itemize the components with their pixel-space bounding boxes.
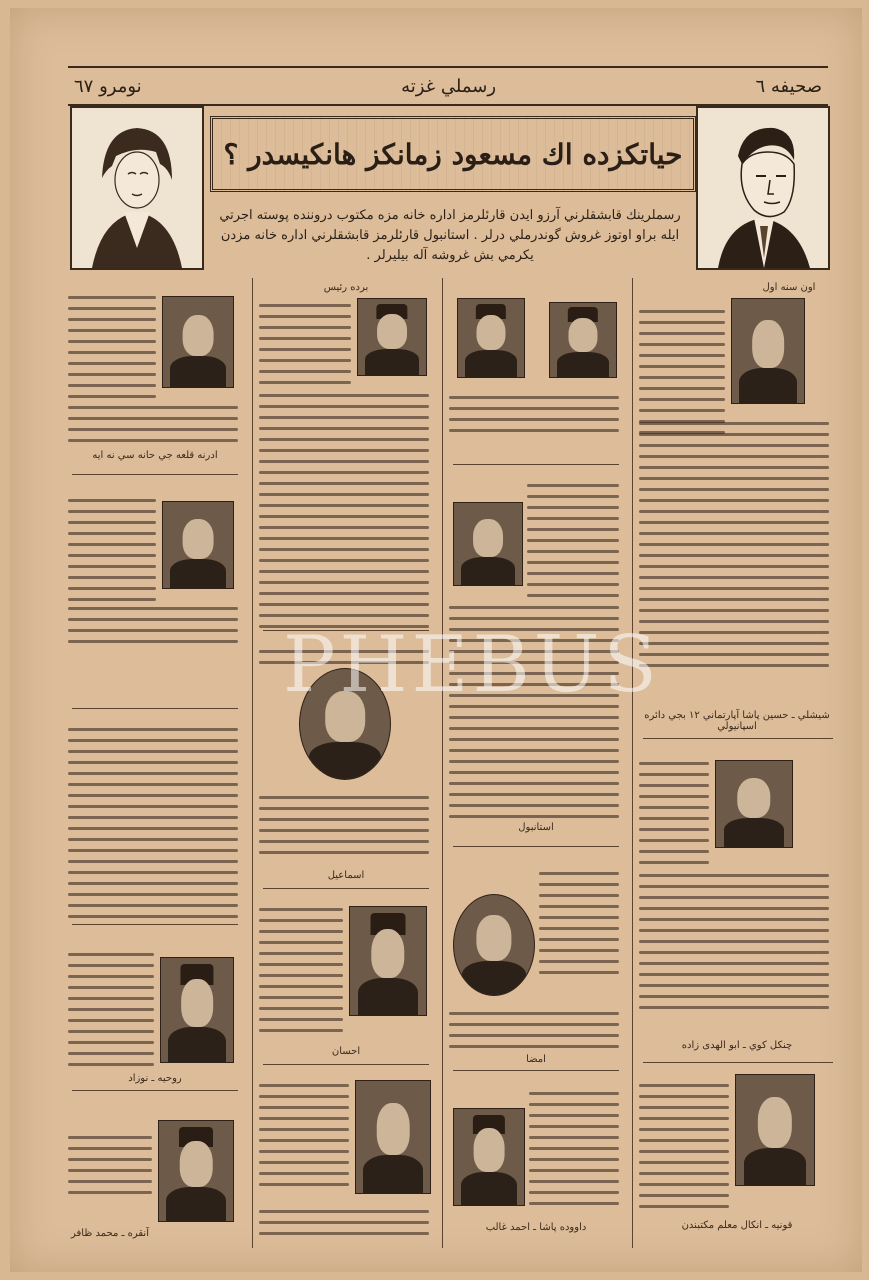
divider bbox=[453, 1070, 619, 1071]
entry-text bbox=[68, 1128, 152, 1202]
entry-heading: اون سنه اول bbox=[762, 282, 816, 293]
entry-text bbox=[639, 754, 709, 872]
divider bbox=[643, 1062, 833, 1063]
entry-signature: امضا bbox=[526, 1054, 546, 1065]
entry-text bbox=[259, 296, 351, 392]
divider bbox=[72, 924, 238, 925]
divider bbox=[453, 846, 619, 847]
reader-photo bbox=[349, 906, 427, 1016]
reader-entries-grid bbox=[62, 278, 842, 1248]
entry-text bbox=[68, 288, 156, 406]
divider bbox=[453, 464, 619, 465]
entry-signature: آنقره ـ محمد ظافر bbox=[71, 1228, 149, 1239]
entry-text-continued bbox=[639, 866, 829, 1017]
entry-text-continued bbox=[259, 1202, 429, 1243]
reader-photo bbox=[453, 894, 535, 996]
newspaper-page bbox=[10, 8, 862, 1272]
reader-photo bbox=[357, 298, 427, 376]
entry-text bbox=[529, 1084, 619, 1213]
entry-signature: شيشلي ـ حسين پاشا آپارتماني ١٢ بجي دائره اسپانيولي bbox=[644, 710, 830, 732]
column-4 bbox=[62, 278, 248, 1248]
entry-text bbox=[68, 491, 156, 609]
reader-photo bbox=[158, 1120, 234, 1222]
column-1 bbox=[632, 278, 843, 1248]
entry-signature: قونيه ـ انكال معلم مكتبندن bbox=[681, 1220, 793, 1231]
reader-photo bbox=[457, 298, 525, 378]
page-number: صحيفه ٦ bbox=[755, 75, 822, 97]
woman-portrait-illustration bbox=[70, 106, 204, 270]
reader-photo bbox=[453, 1108, 525, 1206]
page-header bbox=[68, 66, 828, 106]
entry-text-continued bbox=[259, 386, 429, 636]
entry-text-continued bbox=[68, 398, 238, 450]
entry-text-continued bbox=[68, 599, 238, 651]
divider bbox=[72, 474, 238, 475]
reader-photo bbox=[160, 957, 234, 1063]
reader-photo bbox=[453, 502, 523, 586]
entry-text bbox=[449, 388, 619, 440]
newspaper-name: رسملي غزته bbox=[401, 75, 497, 97]
column-2 bbox=[442, 278, 629, 1248]
feature-title: حياتكزده اك مسعود زمانكز هانكيسدر ؟ bbox=[210, 116, 696, 192]
divider bbox=[263, 1064, 429, 1065]
entry-signature: احسان bbox=[331, 1046, 361, 1057]
entry-text-continued bbox=[259, 788, 429, 862]
reader-photo bbox=[715, 760, 793, 848]
reader-photo bbox=[731, 298, 805, 404]
entry-signature: ادرنه قلعه جي حانه سي نه ايه bbox=[92, 450, 218, 461]
entry-signature: اسماعيل bbox=[327, 870, 365, 881]
reader-photo bbox=[355, 1080, 431, 1194]
issue-number: نومرو ٦٧ bbox=[74, 75, 142, 97]
man-portrait-illustration bbox=[696, 106, 830, 270]
watermark: PHEBUS bbox=[283, 620, 661, 710]
entry-text bbox=[68, 945, 154, 1074]
feature-banner bbox=[70, 106, 830, 266]
entry-text bbox=[539, 864, 619, 982]
entry-signature: چنكل كوي ـ ابو الهدى زاده bbox=[681, 1040, 793, 1051]
divider bbox=[263, 888, 429, 889]
column-3 bbox=[252, 278, 439, 1248]
entry-signature: استانبول bbox=[518, 822, 554, 833]
reader-photo bbox=[735, 1074, 815, 1186]
reader-photo bbox=[162, 296, 234, 388]
divider bbox=[72, 1090, 238, 1091]
entry-text bbox=[527, 476, 619, 605]
entry-text bbox=[68, 720, 238, 926]
entry-signature: داووده پاشا ـ احمد غالب bbox=[485, 1222, 587, 1233]
reader-photo bbox=[549, 302, 617, 378]
entry-text bbox=[259, 1076, 349, 1194]
entry-signature: روحيه ـ نوزاد bbox=[128, 1073, 182, 1084]
feature-subtitle: رسملرينك قابشقلرني آرزو ايدن قارئلرمز اداره خانه مزه مكتوب دروننده پوسته اجرتي ايله براو اوتوز غروش گوندرملي درلر . استانبول قارئلرمز قابشقلرني اداره خانه مزدن يكرمي بش غروشه آله بيليرلر . bbox=[219, 208, 681, 263]
entry-text bbox=[639, 1076, 729, 1216]
entry-heading: برده رئيس bbox=[323, 282, 369, 293]
divider bbox=[72, 708, 238, 709]
reader-photo bbox=[162, 501, 234, 589]
entry-text-continued bbox=[449, 1004, 619, 1056]
divider bbox=[643, 738, 833, 739]
entry-text bbox=[259, 900, 343, 1040]
